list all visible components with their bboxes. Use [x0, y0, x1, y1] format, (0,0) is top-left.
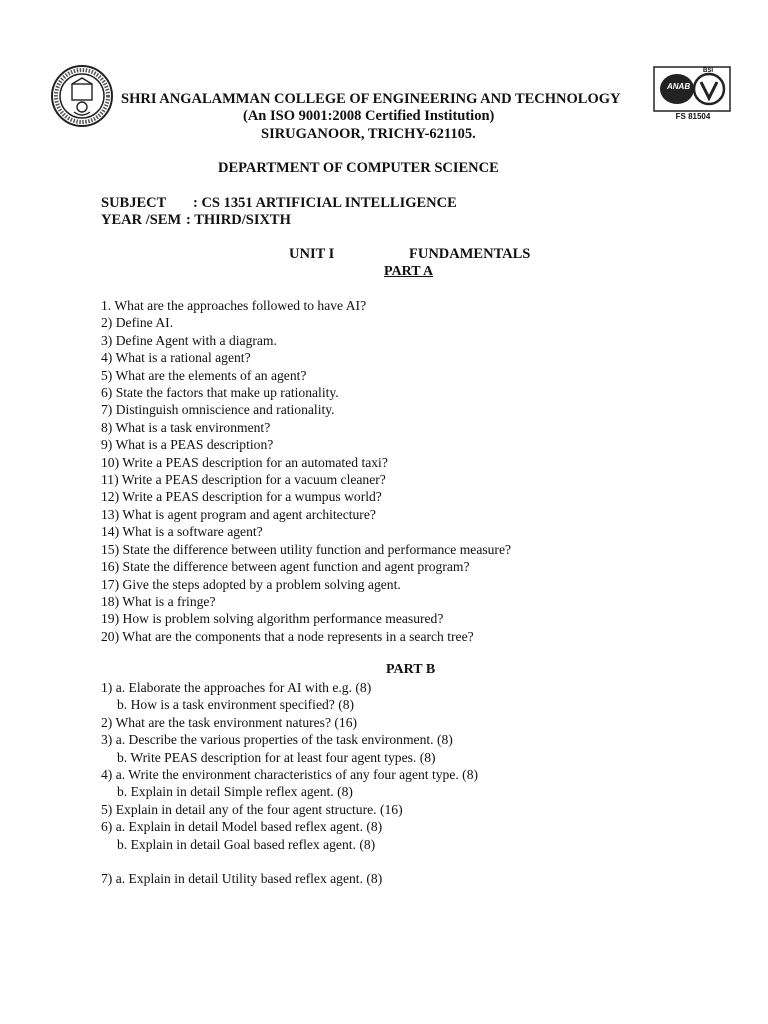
list-item: 5) Explain in detail any of the four agent structure. (16)	[101, 801, 403, 817]
list-item: 16) State the difference between agent function and agent program?	[101, 559, 470, 575]
list-item: 7) a. Explain in detail Utility based reflex agent. (8)	[101, 871, 383, 887]
year-sem-label: YEAR /SEM	[101, 212, 182, 228]
part-a-question-list	[101, 297, 511, 645]
list-item: 15) State the difference between utility function and performance measure?	[101, 541, 512, 557]
list-item: b. How is a task environment specified? (8)	[117, 697, 355, 713]
iso-line: (An ISO 9001:2008 Certified Institution)	[243, 108, 495, 124]
list-item: 10) Write a PEAS description for an automated taxi?	[101, 454, 388, 470]
list-item: 18) What is a fringe?	[101, 593, 216, 609]
unit-title: FUNDAMENTALS	[409, 246, 531, 262]
list-item: b. Write PEAS description for at least four agent types. (8)	[117, 749, 436, 765]
list-item: 4) a. Write the environment characteristics of any four agent type. (8)	[101, 767, 479, 783]
cert-anab-text: ANAB	[667, 82, 691, 91]
subject-label: SUBJECT	[101, 195, 167, 211]
list-item: 1) a. Elaborate the approaches for AI with e.g. (8)	[101, 680, 372, 695]
list-item: 12) Write a PEAS description for a wumpus world?	[101, 489, 382, 505]
list-item: 4) What is a rational agent?	[101, 350, 251, 366]
part-b-question-list	[101, 679, 478, 888]
list-item: 14) What is a software agent?	[101, 524, 263, 540]
list-item: 8) What is a task environment?	[101, 419, 271, 435]
list-item: 17) Give the steps adopted by a problem solving agent.	[101, 576, 401, 592]
list-item: 6) a. Explain in detail Model based reflex agent. (8)	[101, 819, 383, 835]
department-title: DEPARTMENT OF COMPUTER SCIENCE	[218, 160, 499, 176]
list-item: 3) a. Describe the various properties of the task environment. (8)	[101, 732, 453, 748]
list-item: 6) State the factors that make up rationality.	[101, 385, 339, 401]
list-item: b. Explain in detail Goal based reflex agent. (8)	[117, 836, 376, 852]
college-name: SHRI ANGALAMMAN COLLEGE OF ENGINEERING AND TECHNOLOGY	[121, 91, 621, 107]
part-a-title: PART A	[384, 264, 434, 279]
list-item: 3) Define Agent with a diagram.	[101, 332, 277, 348]
address-line: SIRUGANOOR, TRICHY-621105.	[261, 126, 476, 142]
list-item: 2) Define AI.	[101, 315, 174, 331]
list-item: 7) Distinguish omniscience and rationality.	[101, 402, 335, 418]
unit-label: UNIT I	[289, 246, 335, 262]
year-sem-value: : THIRD/SIXTH	[186, 212, 291, 228]
list-item: 19) How is problem solving algorithm performance measured?	[101, 611, 444, 627]
list-item: 20) What are the components that a node represents in a search tree?	[101, 628, 474, 644]
subject-value: : CS 1351 ARTIFICIAL INTELLIGENCE	[193, 195, 457, 211]
list-item: 5) What are the elements of an agent?	[101, 367, 307, 383]
cert-bsi-text: BSI	[703, 68, 714, 74]
college-seal-logo	[50, 64, 114, 128]
list-item: 13) What is agent program and agent architecture?	[101, 506, 376, 522]
list-item: 9) What is a PEAS description?	[101, 437, 274, 453]
cert-code: FS 81504	[675, 112, 711, 121]
list-item: 11) Write a PEAS description for a vacuum cleaner?	[101, 472, 386, 488]
list-item: 2) What are the task environment natures? (16)	[101, 714, 358, 730]
part-b-title: PART B	[386, 662, 436, 677]
list-item: b. Explain in detail Simple reflex agent. (8)	[117, 784, 353, 800]
list-item: 1. What are the approaches followed to have AI?	[101, 298, 367, 313]
